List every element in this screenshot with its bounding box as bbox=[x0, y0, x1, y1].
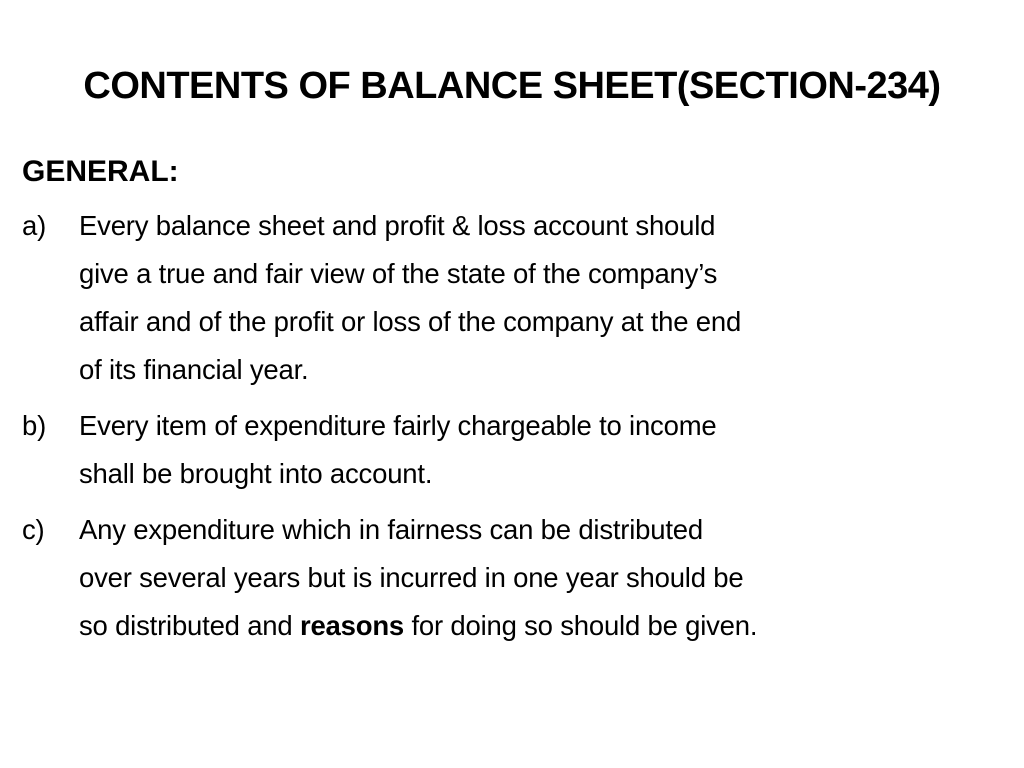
list-marker: c) bbox=[22, 514, 45, 545]
item-line: affair and of the profit or loss of the company at the end bbox=[79, 306, 742, 337]
list-item-b bbox=[22, 402, 1002, 498]
slide-body bbox=[22, 148, 1002, 658]
item-line: over several years but is incurred in one year should be bbox=[79, 562, 744, 593]
slide-title: CONTENTS OF BALANCE SHEET(SECTION-234) bbox=[83, 65, 941, 107]
item-line: shall be brought into account. bbox=[79, 458, 433, 489]
item-line: Every item of expenditure fairly chargeable to income bbox=[79, 410, 717, 441]
list-item-c bbox=[22, 506, 1002, 650]
list-marker: a) bbox=[22, 210, 47, 241]
item-line: Every balance sheet and profit & loss account should bbox=[79, 210, 716, 241]
item-line: give a true and fair view of the state of the company’s bbox=[79, 258, 718, 289]
list-marker: b) bbox=[22, 410, 47, 441]
section-heading: GENERAL: bbox=[22, 155, 179, 188]
emphasis-text: reasons bbox=[299, 610, 405, 641]
item-line-last bbox=[79, 602, 1002, 650]
item-text: for doing so should be given. bbox=[404, 610, 758, 641]
item-line: Any expenditure which in fairness can be distributed bbox=[79, 514, 703, 545]
list-item-a bbox=[22, 202, 1002, 394]
item-line: of its financial year. bbox=[79, 354, 309, 385]
item-text: so distributed and bbox=[79, 610, 300, 641]
